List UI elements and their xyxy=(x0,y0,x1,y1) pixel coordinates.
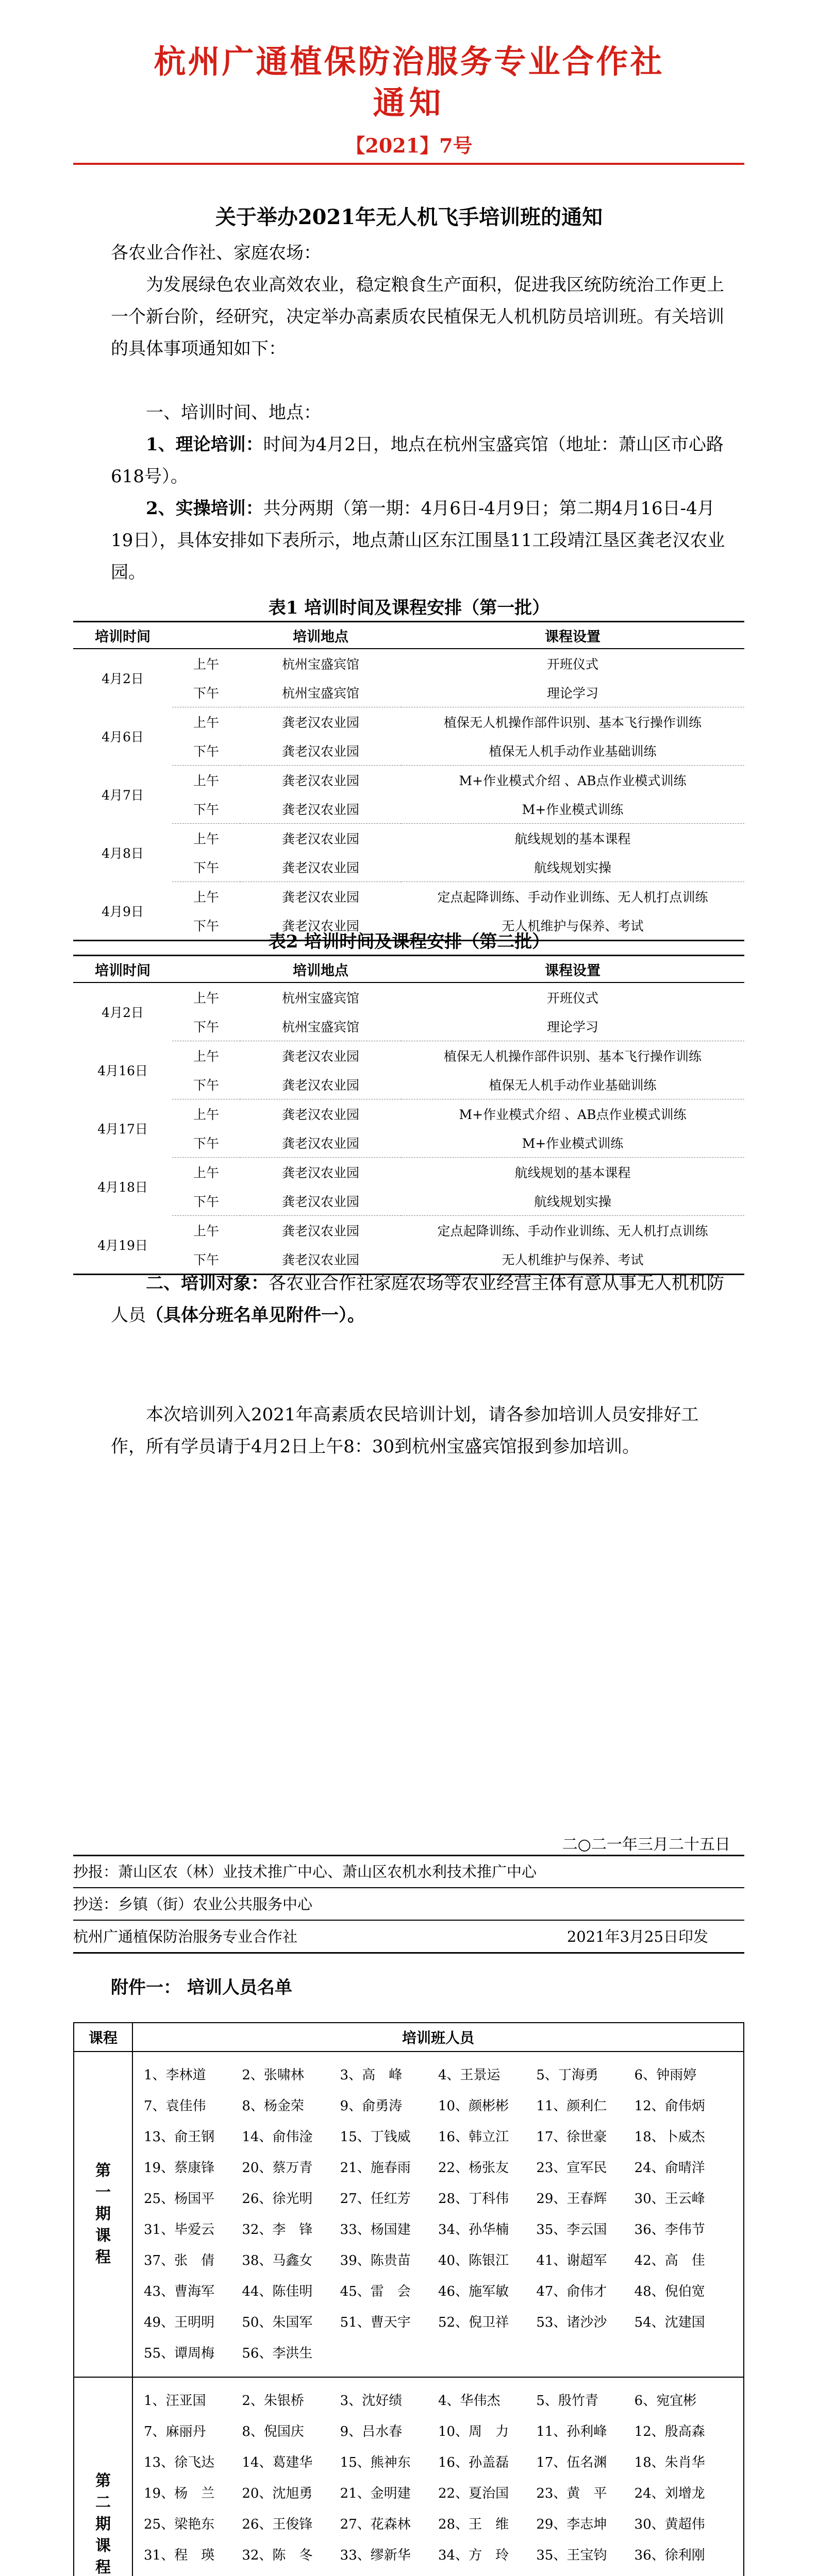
roster-name: 18、卜威杰 xyxy=(634,2129,705,2145)
header-location: 培训地点 xyxy=(240,956,401,983)
roster-name: 12、殷高森 xyxy=(634,2424,705,2439)
divider-top xyxy=(73,1855,744,1856)
section2-label: 二、培训对象： xyxy=(146,1273,269,1294)
intro-paragraph: 为发展绿色农业高效农业，稳定粮食生产面积，促进我区统防统治工作更上一个新台阶，经研究，决定举办高素质农民植保无人机机防员培训班。有关培训的具体事项通知如下： xyxy=(111,275,724,359)
roster-name: 20、沈旭勇 xyxy=(242,2486,313,2501)
roster-name: 23、黄 平 xyxy=(536,2486,607,2501)
roster-name: 34、孙华楠 xyxy=(438,2222,509,2238)
date-cell: 4月9日 xyxy=(73,882,172,941)
roster-name: 50、朱国军 xyxy=(242,2315,313,2330)
roster-name: 51、曹天宇 xyxy=(340,2315,411,2330)
roster-name: 36、李伟节 xyxy=(634,2222,705,2238)
roster-name: 7、袁佳伟 xyxy=(144,2098,206,2114)
roster-name: 35、王宝钧 xyxy=(536,2548,607,2563)
roster-name: 46、施军敏 xyxy=(438,2284,509,2299)
roster-header-course: 课程 xyxy=(74,2023,132,2052)
roster-name: 27、任红芳 xyxy=(340,2191,411,2207)
org-name-header: 杭州广通植保防治服务专业合作社 xyxy=(154,43,664,80)
date-cell: 4月2日 xyxy=(102,671,144,687)
roster-name: 26、徐光明 xyxy=(242,2191,313,2207)
table-row: 下午 龚老汉农业园 航线规划实操 xyxy=(73,853,744,882)
roster-name: 33、杨国建 xyxy=(340,2222,411,2238)
roster-name xyxy=(635,2571,732,2576)
roster-name: 12、俞伟炳 xyxy=(634,2098,705,2114)
roster-name xyxy=(536,2571,634,2576)
sign-date: 二○二一年三月二十五日 xyxy=(562,1836,730,1854)
header-course: 课程设置 xyxy=(401,622,744,649)
issue-date: 2021年3月25日印发 xyxy=(566,1928,708,1945)
roster-name: 35、李云国 xyxy=(536,2222,607,2238)
roster-name: 52、倪卫祥 xyxy=(438,2315,509,2330)
divider xyxy=(73,1887,744,1888)
roster-name: 49、王明明 xyxy=(144,2315,215,2330)
roster-name xyxy=(242,2571,340,2576)
roster-name: 43、曹海军 xyxy=(144,2284,215,2299)
roster-course-cell: 第一期课程 xyxy=(74,2052,132,2377)
divider-bottom xyxy=(73,1952,744,1954)
document-number: 【2021】7号 xyxy=(345,134,473,157)
header-course: 课程设置 xyxy=(401,956,744,983)
table-row: 4月7日 上午 龚老汉农业园 M+作业模式介绍 、AB点作业模式训练 xyxy=(73,766,744,795)
roster-name: 15、熊神东 xyxy=(340,2455,411,2470)
roster-name: 21、金明建 xyxy=(340,2486,411,2501)
table-row: 下午 龚老汉农业园 无人机维护与保养、考试 xyxy=(73,911,744,941)
date-cell: 4月6日 xyxy=(102,730,144,744)
notice-title: 关于举办2021年无人机飞手培训班的通知 xyxy=(215,205,603,229)
roster-name: 2、张啸林 xyxy=(242,2067,304,2083)
roster-name: 18、朱肖华 xyxy=(634,2455,705,2470)
roster-row xyxy=(74,2052,744,2377)
roster-name xyxy=(144,2571,242,2576)
roster-name: 3、沈好绩 xyxy=(340,2393,403,2409)
roster-course-cell: 第二期课程 xyxy=(74,2377,132,2576)
roster-name: 17、徐世豪 xyxy=(536,2129,607,2145)
table-row: 4月18日 上午 龚老汉农业园 航线规划的基本课程 xyxy=(73,1158,744,1187)
roster-name: 13、俞王钢 xyxy=(144,2129,215,2145)
roster-name: 14、俞伟淦 xyxy=(242,2129,313,2145)
roster-name: 22、杨张友 xyxy=(438,2160,509,2176)
roster-name: 27、花森林 xyxy=(340,2517,411,2532)
roster-name: 1、李林道 xyxy=(144,2067,206,2083)
table-row: 4月2日 上午 杭州宝盛宾馆 开班仪式 xyxy=(73,982,744,1012)
roster-header-row xyxy=(74,2023,744,2052)
roster-name: 41、谢超军 xyxy=(536,2253,607,2268)
roster-name: 42、高 佳 xyxy=(634,2253,705,2268)
table-header-row xyxy=(73,622,744,649)
roster-name: 29、李志坤 xyxy=(536,2517,607,2532)
date-cell: 4月16日 xyxy=(97,1063,148,1078)
date-cell: 4月2日 xyxy=(102,1005,144,1021)
roster-name: 21、施春雨 xyxy=(340,2160,411,2176)
roster-name: 32、陈 冬 xyxy=(242,2548,313,2563)
table-row: 4月17日 上午 龚老汉农业园 M+作业模式介绍 、AB点作业模式训练 xyxy=(73,1099,744,1129)
issuer-name: 杭州广通植保防治服务专业合作社 xyxy=(73,1928,298,1945)
table-row: 下午 龚老汉农业园 植保无人机手动作业基础训练 xyxy=(73,1070,744,1099)
roster-name: 40、陈银江 xyxy=(438,2253,509,2268)
roster-name: 4、王景运 xyxy=(438,2067,500,2083)
table-row: 4月2日 上午 杭州宝盛宾馆 开班仪式 xyxy=(73,649,744,678)
table2-caption: 表2 培训时间及课程安排（第二批） xyxy=(268,931,550,952)
roster-name: 54、沈建国 xyxy=(634,2315,705,2330)
roster-name: 56、李洪生 xyxy=(242,2346,313,2361)
roster-name: 11、孙利峰 xyxy=(536,2424,607,2439)
roster-name: 25、梁艳东 xyxy=(144,2517,215,2532)
roster-name: 19、蔡康锋 xyxy=(144,2160,215,2176)
roster-name: 4、华伟杰 xyxy=(438,2393,500,2409)
roster-name: 6、钟雨婷 xyxy=(634,2067,697,2083)
roster-name: 23、宣军民 xyxy=(536,2160,607,2176)
roster-header-people: 培训班人员 xyxy=(132,2023,744,2052)
roster-name: 30、王云峰 xyxy=(634,2191,705,2207)
roster-name: 28、丁科伟 xyxy=(438,2191,509,2207)
item2-label: 2、实操培训： xyxy=(146,498,263,519)
issuer-line xyxy=(73,1922,744,1951)
red-divider xyxy=(73,163,744,165)
roster-name: 53、诸沙沙 xyxy=(536,2315,607,2330)
notice-word: 通知 xyxy=(373,84,445,122)
roster-row xyxy=(74,2377,744,2576)
roster-name: 36、徐利刚 xyxy=(634,2548,705,2563)
roster-name: 5、殷竹青 xyxy=(536,2393,598,2409)
roster-name: 30、黄超伟 xyxy=(634,2517,705,2532)
roster-name: 25、杨国平 xyxy=(144,2191,215,2207)
roster-name: 8、倪国庆 xyxy=(242,2424,304,2439)
roster-name: 22、夏治国 xyxy=(438,2486,509,2501)
roster-name: 45、雷 会 xyxy=(340,2284,411,2299)
salutation: 各农业合作社、家庭农场： xyxy=(111,243,321,263)
date-cell: 4月8日 xyxy=(102,846,144,861)
table-row: 下午 龚老汉农业园 M+作业模式训练 xyxy=(73,794,744,824)
roster-name: 38、马鑫女 xyxy=(242,2253,313,2268)
table-row: 4月16日 上午 龚老汉农业园 植保无人机操作部件识别、基本飞行操作训练 xyxy=(73,1041,744,1071)
date-cell: 4月7日 xyxy=(102,788,144,803)
roster-table xyxy=(73,2022,744,2576)
annex-title: 附件一： 培训人员名单 xyxy=(111,1977,292,1998)
roster-name: 19、杨 兰 xyxy=(144,2486,215,2501)
table-row: 下午 龚老汉农业园 植保无人机手动作业基础训练 xyxy=(73,736,744,766)
roster-name: 7、麻丽丹 xyxy=(144,2424,206,2439)
roster-name: 34、方 玲 xyxy=(438,2548,509,2563)
item1-text: 时间为4月2日，地点在杭州宝盛宾馆（地址：萧山区市心路618号）。 xyxy=(111,434,724,487)
roster-name: 47、俞伟才 xyxy=(536,2284,607,2299)
roster-name: 26、王俊锋 xyxy=(242,2517,313,2532)
date-cell: 4月19日 xyxy=(73,1216,172,1275)
roster-name: 13、徐飞达 xyxy=(144,2455,215,2470)
table-row: 4月8日 上午 龚老汉农业园 航线规划的基本课程 xyxy=(73,824,744,853)
roster-name: 6、宛宜彬 xyxy=(634,2393,697,2409)
roster-name: 32、李 锋 xyxy=(242,2222,313,2238)
name-list xyxy=(133,2378,743,2576)
table-row: 4月9日 上午 龚老汉农业园 定点起降训练、手动作业训练、无人机打点训练 xyxy=(73,882,744,911)
roster-name: 8、杨金荣 xyxy=(242,2098,304,2114)
roster-name: 33、缪新华 xyxy=(340,2548,411,2563)
roster-name: 11、颜利仁 xyxy=(536,2098,607,2114)
table-row: 下午 龚老汉农业园 M+作业模式训练 xyxy=(73,1128,744,1158)
cc-send-line: 抄送：乡镇（街）农业公共服务中心 xyxy=(73,1895,313,1913)
roster-name: 2、朱银桥 xyxy=(242,2393,304,2409)
roster-name xyxy=(438,2571,536,2576)
item2-text: 共分两期（第一期：4月6日-4月9日；第二期4月16日-4月19日），具体安排如下表所示，地点萧山区东江围垦11工段靖江垦区龚老汉农业园。 xyxy=(111,498,725,583)
table-row: 下午 杭州宝盛宾馆 理论学习 xyxy=(73,678,744,707)
roster-name: 20、蔡万青 xyxy=(242,2160,313,2176)
roster-name: 28、王 维 xyxy=(438,2517,509,2532)
roster-name: 17、伍名渊 xyxy=(536,2455,607,2470)
table-row: 下午 杭州宝盛宾馆 理论学习 xyxy=(73,1012,744,1041)
roster-name: 10、颜彬彬 xyxy=(438,2098,509,2114)
section2-text: 各农业合作社家庭农场等农业经营主体有意从事无人机机防人员 xyxy=(111,1273,724,1326)
roster-name: 31、毕爱云 xyxy=(144,2222,215,2238)
date-cell: 4月18日 xyxy=(97,1180,148,1195)
roster-name: 15、丁钱威 xyxy=(340,2129,411,2145)
table-row: 4月6日 上午 龚老汉农业园 植保无人机操作部件识别、基本飞行操作训练 xyxy=(73,707,744,737)
roster-name: 9、俞勇涛 xyxy=(340,2098,403,2114)
roster-name: 39、陈贵苗 xyxy=(340,2253,411,2268)
table1-caption: 表1 培训时间及课程安排（第一批） xyxy=(268,598,550,618)
schedule-table-2 xyxy=(73,955,744,1275)
roster-name: 10、周 力 xyxy=(438,2424,509,2439)
header-date: 培训时间 xyxy=(73,956,172,983)
roster-name: 14、葛建华 xyxy=(242,2455,313,2470)
table-row: 下午 龚老汉农业园 无人机维护与保养、考试 xyxy=(73,1245,744,1275)
roster-name: 3、高 峰 xyxy=(340,2067,403,2083)
roster-name: 37、张 倩 xyxy=(144,2253,215,2268)
date-cell: 4月17日 xyxy=(97,1122,148,1137)
table-header-row xyxy=(73,956,744,983)
roster-name: 9、吕水春 xyxy=(340,2424,403,2439)
roster-name: 55、谭周梅 xyxy=(144,2346,215,2361)
header-date: 培训时间 xyxy=(73,622,172,649)
cc-report-line: 抄报：萧山区农（林）业技术推广中心、萧山区农机水利技术推广中心 xyxy=(73,1863,537,1880)
roster-name xyxy=(340,2571,438,2576)
divider xyxy=(73,1920,744,1921)
table-row: 4月19日 上午 龚老汉农业园 定点起降训练、手动作业训练、无人机打点训练 xyxy=(73,1216,744,1245)
item2-paragraph xyxy=(111,493,727,588)
roster-name: 29、王春辉 xyxy=(536,2191,607,2207)
roster-name: 48、倪伯宽 xyxy=(634,2284,705,2299)
item1-label: 1、理论培训： xyxy=(146,434,263,455)
roster-name: 1、汪亚国 xyxy=(144,2393,206,2409)
schedule-table-1 xyxy=(73,621,744,941)
roster-name: 24、俞晴洋 xyxy=(634,2160,705,2176)
item1-paragraph xyxy=(111,429,727,493)
header-location: 培训地点 xyxy=(240,622,401,649)
table-row: 下午 龚老汉农业园 航线规划实操 xyxy=(73,1187,744,1216)
section1-heading: 一、培训时间、地点： xyxy=(146,402,321,423)
closing-paragraph: 本次培训列入2021年高素质农民培训计划，请各参加培训人员安排好工作，所有学员请于4月2日上午8：30到杭州宝盛宾馆报到参加培训。 xyxy=(111,1404,699,1457)
section2-paragraph xyxy=(111,1267,727,1331)
roster-name: 31、程 瑛 xyxy=(144,2548,215,2563)
roster-name: 16、孙盖磊 xyxy=(438,2455,509,2470)
roster-name: 5、丁海勇 xyxy=(536,2067,598,2083)
roster-name: 24、刘增龙 xyxy=(634,2486,705,2501)
roster-name: 44、陈佳明 xyxy=(242,2284,313,2299)
section2-annex-note: （具体分班名单见附件一）。 xyxy=(146,1305,365,1326)
roster-name: 16、韩立江 xyxy=(438,2129,509,2145)
name-list xyxy=(133,2053,743,2376)
